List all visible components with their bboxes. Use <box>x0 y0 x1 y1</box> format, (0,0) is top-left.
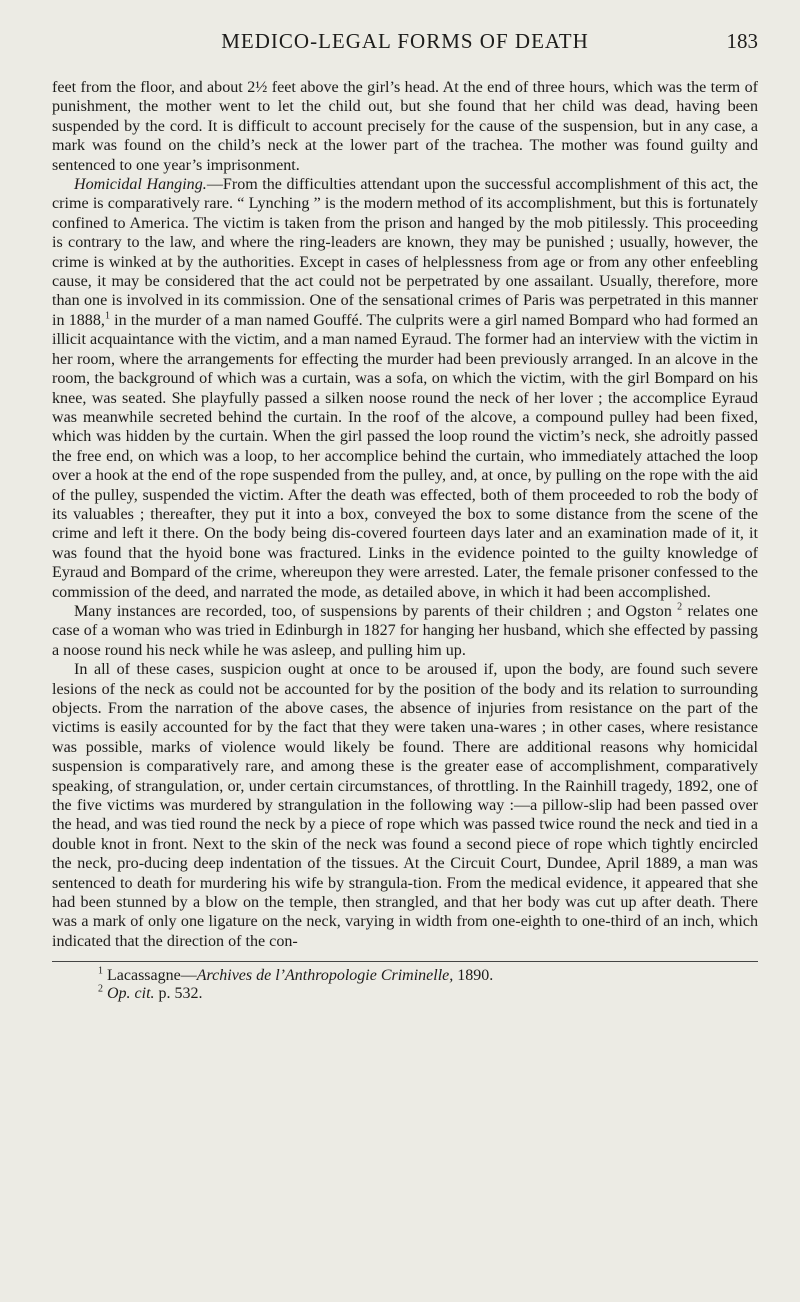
text-run: feet from the floor, and about 2½ feet above the girl’s head. At the end of three hours, which was the term of punishment, the mother went to let the child out, but she found that her child was dead, having been suspended by the cord. It is difficult to account precisely for the cause of the suspension, but in any case, a mark was found on the child’s neck at the lower part of the trachea. The mother was found guilty and sentenced to one year’s imprisonment. <box>52 79 758 174</box>
text-run: in the murder of a man named Gouffé. The culprits were a girl named Bompard who had formed an illicit acquaintance with the victim, and a man named Eyraud. The former had an interview with the victim in her room, where the arrangements for effecting the murder had been previously arranged. In an alcove in the room, the background of which was a curtain, was a sofa, on which the victim, with the girl Bompard on his knee, was seated. She playfully passed a silken noose round the neck of her lover ; the accomplice Eyraud was meanwhile secreted behind the curtain. In the roof of the alcove, a compound pulley had been fixed, which was hidden by the curtain. When the girl passed the loop round the victim’s neck, she adroitly passed the free end, on which was a loop, to her accomplice behind the curtain, who immediately attached the loop over a hook at the end of the rope suspended from the pulley, and, at once, by pulling on the rope with the aid of the pulley, suspended the victim. After the death was effected, both of them proceeded to rob the body of its valuables ; thereafter, they put it into a box, conveyed the box to some distance from the scene of the crime and left it there. On the body being dis-covered fourteen days later and an examination made of it, it was found that the hyoid bone was fractured. Links in the evidence pointed to the guilty knowledge of Eyraud and Bompard of the crime, whereupon they were arrested. Later, the female prisoner confessed to the commission of the deed, and narrated the mode, as detailed above, in which it had been accomplished. <box>52 311 758 601</box>
footnote-marker: 1 <box>104 310 110 322</box>
book-page <box>52 0 758 1003</box>
running-title: MEDICO-LEGAL FORMS OF DEATH <box>221 29 589 53</box>
paragraph <box>52 78 758 175</box>
body-text <box>52 78 758 951</box>
paragraph <box>52 175 758 602</box>
footnote <box>52 985 758 1003</box>
footnote-marker: 2 <box>98 983 103 995</box>
footnote-marker: 1 <box>98 965 103 977</box>
paragraph <box>52 602 758 660</box>
text-run: Lacassagne— <box>103 967 197 985</box>
italic-text: Archives de l’Anthropologie Criminelle, <box>196 967 454 985</box>
text-run: Many instances are recorded, too, of suspensions by parents of their children ; and Ogston <box>74 602 678 620</box>
text-run: —From the difficulties attendant upon the successful accomplishment of this act, the crime is comparatively rare. “ Lynching ” is the modern method of its accomplishment, but this is fortunately confined to America. The victim is taken from the prison and hanged by the mob pitilessly. This proceeding is contrary to the law, and where the ring-leaders are known, they may be punished ; usually, however, the crime is winked at by the authorities. Except in cases of helplessness from age or from any other enfeebling cause, it may be considered that the act could not be perpetrated by one assailant. Usually, therefore, more than one is involved in its commission. One of the sensational crimes of Paris was perpetrated in this manner in 1888, <box>52 176 758 329</box>
page-header <box>52 28 758 68</box>
italic-text: Homicidal Hanging. <box>74 176 207 194</box>
paragraph <box>52 660 758 951</box>
italic-text: Op. cit. <box>107 985 155 1003</box>
text-run: p. 532. <box>154 985 203 1003</box>
footnote <box>52 967 758 985</box>
text-run: relates one case of a woman who was tried in Edinburgh in 1827 for hanging her husband, which she effected by passing a noose round his neck while he was asleep, and pulling him up. <box>52 602 758 659</box>
text-run: In all of these cases, suspicion ought at once to be aroused if, upon the body, are found such severe lesions of the neck as could not be accounted for by the position of the body and its relation to surrounding objects. From the narration of the above cases, the absence of injuries from resistance on the part of the victims is easily accounted for by the fact that they were taken una-wares ; in other cases, where resistance was possible, marks of violence would likely be found. There are additional reasons why homicidal suspension is comparatively rare, and among these is the greater ease of accomplishment, comparatively speaking, of strangulation, or, under certain circumstances, of throttling. In the Rainhill tragedy, 1892, one of the five victims was murdered by strangulation in the following way :—a pillow-slip had been passed over the head, and was tied round the neck by a piece of rope which was passed twice round the neck and tied in a double knot in front. Next to the skin of the neck was found a second piece of rope which tightly encircled the neck, pro-ducing deep indentation of the tissues. At the Circuit Court, Dundee, April 1889, a man was sentenced to death for murdering his wife by strangula-tion. From the medical evidence, it appeared that she had been stunned by a blow on the temple, then strangled, and that her body was cut up after death. There was a mark of only one ligature on the neck, varying in width from one-eighth to one-third of an inch, which indicated that the direction of the con- <box>52 661 758 950</box>
footnotes <box>52 967 758 1003</box>
text-run: 1890. <box>453 967 494 985</box>
page-number: 183 <box>726 29 758 53</box>
footnote-marker: 2 <box>677 601 683 613</box>
footnote-rule <box>52 961 758 962</box>
